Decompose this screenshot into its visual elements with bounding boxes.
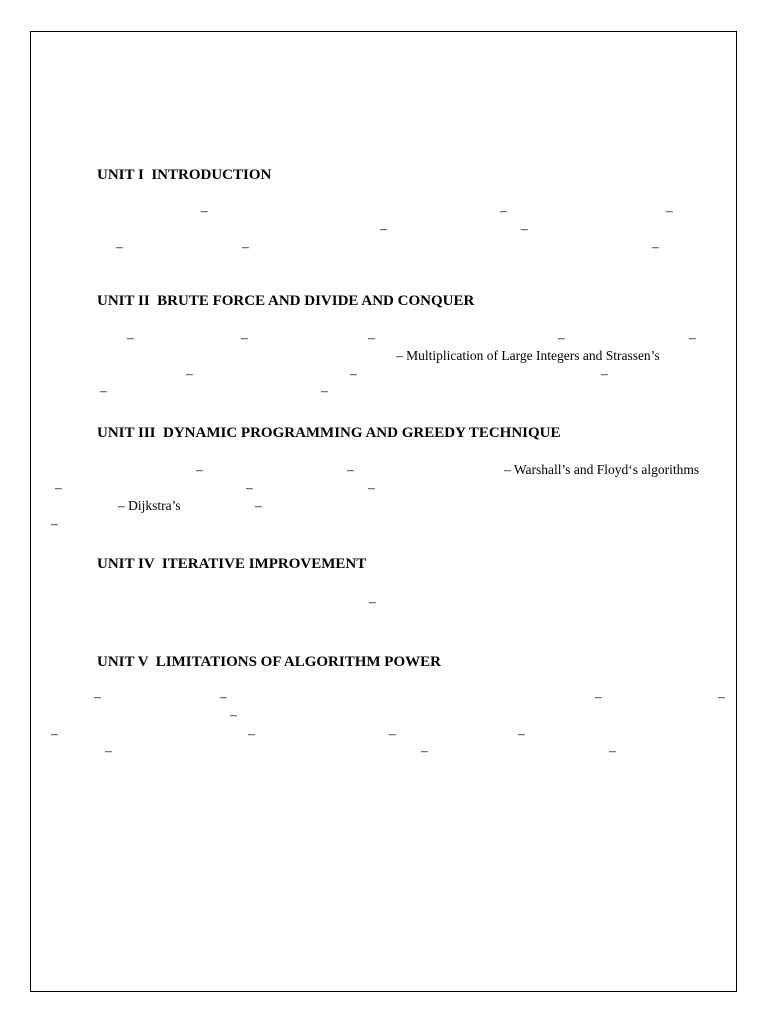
unit-1-heading: UNIT I INTRODUCTION	[97, 167, 272, 183]
unit-1-fragment: –	[652, 239, 659, 254]
unit-3-heading: UNIT III DYNAMIC PROGRAMMING AND GREEDY TECHNIQUE	[97, 425, 561, 441]
unit-3-fragment: –	[55, 480, 62, 495]
unit-5-fragment: –	[94, 689, 101, 704]
unit-2-fragment: –	[368, 330, 375, 345]
unit-3-fragment: –	[255, 498, 262, 513]
unit-2-fragment: –	[186, 366, 193, 381]
unit-5-fragment: –	[518, 726, 525, 741]
unit-5-fragment: –	[220, 689, 227, 704]
unit-1-fragment: –	[521, 221, 528, 236]
unit-5-fragment: –	[718, 689, 725, 704]
unit-2-fragment: –	[100, 383, 107, 398]
unit-4-heading: UNIT IV ITERATIVE IMPROVEMENT	[97, 556, 367, 572]
unit-2-fragment: –	[558, 330, 565, 345]
unit-4-fragment: –	[369, 594, 376, 609]
unit-1-fragment: –	[242, 239, 249, 254]
unit-5-fragment: –	[248, 726, 255, 741]
unit-2-heading: UNIT II BRUTE FORCE AND DIVIDE AND CONQUER	[97, 293, 475, 309]
unit-2-fragment: – Multiplication of Large Integers and Strassen’s	[396, 348, 660, 363]
unit-1-fragment: –	[201, 203, 208, 218]
unit-2-fragment: –	[241, 330, 248, 345]
unit-3-fragment: –	[196, 462, 203, 477]
unit-5-fragment: –	[609, 743, 616, 758]
unit-2-fragment: –	[127, 330, 134, 345]
unit-3-fragment: – Warshall’s and Floyd‘s algorithms	[504, 462, 700, 477]
unit-3-fragment: –	[368, 480, 375, 495]
unit-2-fragment: –	[350, 366, 357, 381]
unit-2-fragment: –	[601, 366, 608, 381]
unit-1-fragment: –	[116, 239, 123, 254]
unit-5-heading: UNIT V LIMITATIONS OF ALGORITHM POWER	[97, 654, 441, 670]
unit-3-fragment: –	[246, 480, 253, 495]
unit-1-fragment: –	[666, 203, 673, 218]
unit-5-fragment: –	[595, 689, 602, 704]
unit-5-fragment: –	[421, 743, 428, 758]
unit-1-fragment: –	[380, 221, 387, 236]
unit-1-fragment: –	[500, 203, 507, 218]
unit-5-fragment: –	[389, 726, 396, 741]
unit-2-fragment: –	[321, 383, 328, 398]
unit-3-fragment: – Dijkstra’s	[118, 498, 181, 513]
unit-2-fragment: –	[689, 330, 696, 345]
unit-3-fragment: –	[347, 462, 354, 477]
unit-5-fragment: –	[230, 707, 237, 722]
unit-5-fragment: –	[51, 726, 58, 741]
unit-5-fragment: –	[105, 743, 112, 758]
unit-3-fragment: –	[51, 516, 58, 531]
